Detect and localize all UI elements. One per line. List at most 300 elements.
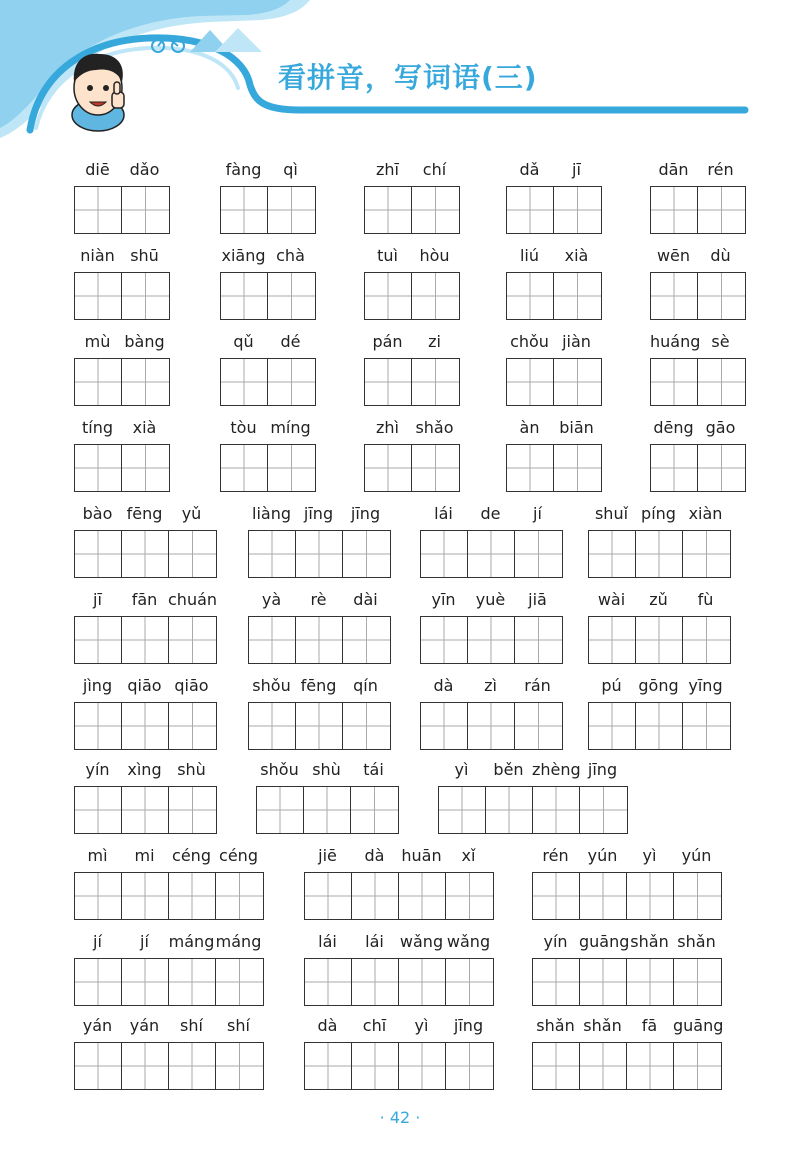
pinyin-syllable: zǔ: [649, 590, 668, 609]
pinyin-syllable: dù: [710, 246, 731, 265]
pinyin-label: [650, 332, 744, 354]
writing-cell[interactable]: [216, 1043, 263, 1089]
writing-cell[interactable]: [365, 445, 412, 491]
pinyin-syllable: wēn: [656, 246, 691, 265]
writing-grid: [74, 958, 264, 1006]
writing-grid: [74, 444, 170, 492]
pinyin-syllable: yì: [414, 1016, 429, 1035]
writing-cell[interactable]: [305, 873, 352, 919]
writing-grid: [220, 358, 316, 406]
writing-grid: [506, 358, 602, 406]
pinyin-syllable: àn: [519, 418, 540, 437]
writing-grid: [220, 186, 316, 234]
writing-cell[interactable]: [75, 1043, 122, 1089]
writing-cell[interactable]: [122, 445, 169, 491]
pinyin-syllable: yǔ: [181, 504, 202, 523]
pinyin-syllable: fàng: [225, 160, 262, 179]
writing-cell[interactable]: [468, 531, 515, 577]
pinyin-syllable: fā: [641, 1016, 658, 1035]
writing-grid: [650, 444, 746, 492]
writing-cell[interactable]: [651, 445, 698, 491]
pinyin-syllable: fān: [131, 590, 158, 609]
writing-cell[interactable]: [268, 187, 315, 233]
pinyin-label: [74, 332, 168, 354]
writing-cell[interactable]: [122, 959, 169, 1005]
writing-cell[interactable]: [651, 187, 698, 233]
writing-cell[interactable]: [507, 445, 554, 491]
writing-cell[interactable]: [343, 617, 390, 663]
pinyin-label: [248, 676, 389, 698]
pinyin-syllable: dà: [364, 846, 385, 865]
pinyin-label: [650, 160, 744, 182]
writing-cell[interactable]: [249, 617, 296, 663]
writing-grid: [650, 186, 746, 234]
writing-cell[interactable]: [439, 787, 486, 833]
writing-cell[interactable]: [674, 873, 721, 919]
pinyin-syllable: pú: [601, 676, 622, 695]
writing-cell[interactable]: [169, 1043, 216, 1089]
writing-cell[interactable]: [169, 531, 216, 577]
writing-cell[interactable]: [636, 703, 683, 749]
pinyin-syllable: shǒu: [252, 676, 291, 695]
pinyin-syllable: jiā: [528, 590, 547, 609]
pinyin-syllable: chī: [362, 1016, 387, 1035]
writing-cell[interactable]: [257, 787, 304, 833]
writing-cell[interactable]: [627, 959, 674, 1005]
pinyin-label: [364, 246, 458, 268]
writing-cell[interactable]: [268, 359, 315, 405]
pinyin-syllable: jīng: [587, 760, 618, 779]
pinyin-syllable: sè: [711, 332, 730, 351]
pinyin-syllable: shū: [130, 246, 159, 265]
pinyin-syllable: chuán: [168, 590, 218, 609]
writing-cell[interactable]: [580, 873, 627, 919]
pinyin-label: [532, 846, 720, 868]
writing-cell[interactable]: [421, 531, 468, 577]
pinyin-syllable: yán: [82, 1016, 113, 1035]
writing-grid: [248, 616, 391, 664]
writing-grid: [650, 358, 746, 406]
pinyin-syllable: dēng: [653, 418, 694, 437]
writing-cell[interactable]: [399, 959, 446, 1005]
pinyin-label: [74, 1016, 262, 1038]
writing-cell[interactable]: [343, 531, 390, 577]
writing-cell[interactable]: [399, 873, 446, 919]
pinyin-syllable: xiāng: [221, 246, 266, 265]
pinyin-syllable: jīng: [303, 504, 334, 523]
writing-cell[interactable]: [305, 959, 352, 1005]
pinyin-syllable: bào: [82, 504, 113, 523]
writing-cell[interactable]: [554, 359, 601, 405]
writing-cell[interactable]: [636, 617, 683, 663]
writing-grid: [506, 444, 602, 492]
pinyin-syllable: jí: [93, 932, 102, 951]
writing-cell[interactable]: [365, 359, 412, 405]
pinyin-syllable: jīng: [453, 1016, 484, 1035]
pinyin-label: [248, 590, 389, 612]
pinyin-syllable: liàng: [252, 504, 291, 523]
writing-cell[interactable]: [169, 617, 216, 663]
writing-cell[interactable]: [515, 617, 562, 663]
pinyin-syllable: xìng: [127, 760, 162, 779]
writing-cell[interactable]: [268, 273, 315, 319]
pinyin-syllable: tòu: [230, 418, 257, 437]
writing-cell[interactable]: [221, 445, 268, 491]
pinyin-syllable: jī: [572, 160, 581, 179]
writing-grid: [532, 872, 722, 920]
writing-cell[interactable]: [75, 273, 122, 319]
pinyin-label: [364, 332, 458, 354]
writing-grid: [588, 616, 731, 664]
pinyin-syllable: dà: [433, 676, 454, 695]
pinyin-syllable: biān: [559, 418, 594, 437]
writing-cell[interactable]: [122, 273, 169, 319]
writing-cell[interactable]: [75, 187, 122, 233]
writing-cell[interactable]: [683, 531, 730, 577]
pinyin-label: [420, 504, 561, 526]
pinyin-syllable: yún: [587, 846, 618, 865]
writing-cell[interactable]: [698, 359, 745, 405]
writing-cell[interactable]: [486, 787, 533, 833]
writing-cell[interactable]: [122, 703, 169, 749]
pinyin-syllable: gāo: [705, 418, 736, 437]
writing-cell[interactable]: [75, 873, 122, 919]
pinyin-syllable: jí: [533, 504, 542, 523]
pinyin-syllable: shuǐ: [594, 504, 629, 523]
pinyin-label: [650, 246, 744, 268]
pinyin-syllable: yīng: [688, 676, 723, 695]
writing-grid: [588, 530, 731, 578]
pinyin-syllable: máng: [168, 932, 215, 951]
writing-cell[interactable]: [515, 703, 562, 749]
writing-cell[interactable]: [580, 787, 627, 833]
pinyin-syllable: dǎ: [519, 160, 540, 179]
writing-cell[interactable]: [221, 273, 268, 319]
writing-cell[interactable]: [533, 873, 580, 919]
writing-cell[interactable]: [412, 445, 459, 491]
pinyin-syllable: shǒu: [260, 760, 299, 779]
pinyin-syllable: shù: [177, 760, 206, 779]
writing-cell[interactable]: [296, 531, 343, 577]
pinyin-label: [364, 160, 458, 182]
writing-cell[interactable]: [421, 617, 468, 663]
writing-cell[interactable]: [554, 273, 601, 319]
pinyin-syllable: lái: [318, 932, 337, 951]
pinyin-syllable: wài: [597, 590, 626, 609]
writing-grid: [506, 272, 602, 320]
writing-cell[interactable]: [674, 1043, 721, 1089]
writing-grid: [420, 616, 563, 664]
pinyin-syllable: qì: [283, 160, 298, 179]
writing-cell[interactable]: [169, 787, 216, 833]
writing-cell[interactable]: [122, 787, 169, 833]
writing-cell[interactable]: [169, 703, 216, 749]
writing-cell[interactable]: [352, 959, 399, 1005]
pinyin-syllable: fēng: [300, 676, 337, 695]
pinyin-label: [650, 418, 744, 440]
pinyin-syllable: céng: [219, 846, 258, 865]
pinyin-syllable: xià: [564, 246, 589, 265]
pinyin-syllable: yún: [681, 846, 712, 865]
pinyin-syllable: shí: [227, 1016, 250, 1035]
writing-cell[interactable]: [352, 1043, 399, 1089]
writing-cell[interactable]: [468, 617, 515, 663]
writing-cell[interactable]: [221, 187, 268, 233]
writing-cell[interactable]: [698, 187, 745, 233]
writing-cell[interactable]: [122, 1043, 169, 1089]
writing-cell[interactable]: [216, 873, 263, 919]
page-title: 看拼音，写词语(三): [278, 61, 538, 94]
writing-cell[interactable]: [352, 873, 399, 919]
writing-grid: [304, 958, 494, 1006]
writing-grid: [220, 444, 316, 492]
writing-cell[interactable]: [515, 531, 562, 577]
pinyin-syllable: mì: [87, 846, 108, 865]
writing-cell[interactable]: [580, 959, 627, 1005]
writing-cell[interactable]: [122, 617, 169, 663]
writing-cell[interactable]: [683, 703, 730, 749]
writing-cell[interactable]: [507, 187, 554, 233]
writing-cell[interactable]: [446, 873, 493, 919]
pinyin-label: [256, 760, 397, 782]
writing-cell[interactable]: [589, 531, 636, 577]
pinyin-syllable: xià: [132, 418, 157, 437]
pinyin-syllable: pán: [372, 332, 403, 351]
pinyin-syllable: yán: [129, 1016, 160, 1035]
pinyin-syllable: běn: [493, 760, 524, 779]
pinyin-label: [304, 1016, 492, 1038]
writing-cell[interactable]: [412, 273, 459, 319]
pinyin-syllable: dǎo: [129, 160, 160, 179]
writing-cell[interactable]: [122, 531, 169, 577]
writing-cell[interactable]: [446, 1043, 493, 1089]
writing-grid: [74, 786, 217, 834]
writing-cell[interactable]: [651, 273, 698, 319]
writing-cell[interactable]: [216, 959, 263, 1005]
pinyin-syllable: bàng: [124, 332, 165, 351]
writing-cell[interactable]: [589, 617, 636, 663]
pinyin-label: [248, 504, 389, 526]
writing-cell[interactable]: [249, 531, 296, 577]
writing-grid: [532, 1042, 722, 1090]
writing-cell[interactable]: [399, 1043, 446, 1089]
pinyin-label: [588, 504, 729, 526]
pinyin-label: [506, 160, 600, 182]
writing-cell[interactable]: [554, 445, 601, 491]
writing-grid: [364, 444, 460, 492]
pinyin-syllable: yà: [261, 590, 282, 609]
pinyin-label: [220, 418, 314, 440]
pinyin-syllable: qín: [353, 676, 378, 695]
pinyin-syllable: míng: [270, 418, 311, 437]
pinyin-syllable: shǎn: [583, 1016, 622, 1035]
writing-cell[interactable]: [627, 1043, 674, 1089]
writing-cell[interactable]: [169, 873, 216, 919]
writing-cell[interactable]: [75, 531, 122, 577]
pinyin-syllable: rán: [524, 676, 551, 695]
writing-cell[interactable]: [651, 359, 698, 405]
pinyin-syllable: xiàn: [688, 504, 723, 523]
pinyin-label: [588, 676, 729, 698]
pinyin-syllable: gōng: [638, 676, 679, 695]
pinyin-label: [74, 590, 218, 612]
writing-cell[interactable]: [507, 359, 554, 405]
pinyin-syllable: diē: [85, 160, 110, 179]
writing-grid: [506, 186, 602, 234]
pinyin-syllable: dà: [317, 1016, 338, 1035]
pinyin-syllable: shǎn: [630, 932, 669, 951]
writing-cell[interactable]: [122, 187, 169, 233]
pinyin-syllable: jiàn: [562, 332, 591, 351]
writing-grid: [364, 272, 460, 320]
writing-grid: [256, 786, 399, 834]
writing-grid: [74, 358, 170, 406]
pinyin-label: [74, 504, 215, 526]
writing-grid: [420, 530, 563, 578]
writing-cell[interactable]: [221, 359, 268, 405]
pinyin-syllable: rén: [707, 160, 734, 179]
writing-cell[interactable]: [580, 1043, 627, 1089]
pinyin-label: [588, 590, 729, 612]
writing-grid: [304, 872, 494, 920]
pinyin-syllable: yì: [454, 760, 469, 779]
writing-cell[interactable]: [75, 617, 122, 663]
pinyin-label: [304, 846, 492, 868]
pinyin-label: [74, 160, 168, 182]
pinyin-label: [364, 418, 458, 440]
pinyin-syllable: yín: [543, 932, 568, 951]
writing-grid: [364, 358, 460, 406]
pinyin-label: [506, 246, 600, 268]
pinyin-syllable: jí: [140, 932, 149, 951]
pinyin-syllable: huān: [401, 846, 442, 865]
pinyin-syllable: tíng: [81, 418, 113, 437]
pinyin-label: [220, 160, 314, 182]
writing-cell[interactable]: [75, 359, 122, 405]
pinyin-syllable: yuè: [475, 590, 506, 609]
pinyin-syllable: guāng: [673, 1016, 724, 1035]
pinyin-syllable: xǐ: [461, 846, 476, 865]
pinyin-label: [420, 676, 561, 698]
writing-cell[interactable]: [365, 187, 412, 233]
pinyin-syllable: shí: [180, 1016, 203, 1035]
writing-cell[interactable]: [296, 703, 343, 749]
writing-cell[interactable]: [698, 273, 745, 319]
writing-cell[interactable]: [305, 1043, 352, 1089]
pinyin-syllable: jī: [93, 590, 102, 609]
pinyin-syllable: qǔ: [233, 332, 254, 351]
writing-cell[interactable]: [249, 703, 296, 749]
writing-cell[interactable]: [268, 445, 315, 491]
pinyin-syllable: chà: [276, 246, 305, 265]
pinyin-label: [74, 760, 215, 782]
pinyin-label: [420, 590, 561, 612]
pinyin-label: [506, 418, 600, 440]
pinyin-label: [74, 246, 168, 268]
pinyin-syllable: jìng: [82, 676, 113, 695]
pinyin-syllable: qiāo: [174, 676, 209, 695]
writing-cell[interactable]: [507, 273, 554, 319]
pinyin-syllable: hòu: [419, 246, 450, 265]
writing-cell[interactable]: [589, 703, 636, 749]
writing-cell[interactable]: [75, 959, 122, 1005]
pinyin-syllable: chí: [422, 160, 447, 179]
pinyin-syllable: máng: [215, 932, 262, 951]
writing-grid: [532, 958, 722, 1006]
writing-grid: [74, 186, 170, 234]
writing-cell[interactable]: [446, 959, 493, 1005]
pinyin-syllable: yīn: [431, 590, 456, 609]
pinyin-syllable: fēng: [126, 504, 163, 523]
pinyin-syllable: zì: [484, 676, 497, 695]
writing-grid: [220, 272, 316, 320]
pinyin-syllable: rén: [542, 846, 569, 865]
pinyin-syllable: rè: [310, 590, 327, 609]
pinyin-syllable: píng: [641, 504, 676, 523]
writing-cell[interactable]: [75, 787, 122, 833]
pinyin-syllable: niàn: [80, 246, 115, 265]
pinyin-label: [74, 418, 168, 440]
writing-cell[interactable]: [122, 359, 169, 405]
pinyin-label: [438, 760, 626, 782]
pinyin-syllable: zhī: [376, 160, 399, 179]
writing-grid: [248, 530, 391, 578]
writing-cell[interactable]: [75, 445, 122, 491]
writing-cell[interactable]: [122, 873, 169, 919]
writing-cell[interactable]: [554, 187, 601, 233]
writing-grid: [420, 702, 563, 750]
writing-cell[interactable]: [351, 787, 398, 833]
pinyin-syllable: céng: [172, 846, 211, 865]
pinyin-syllable: zhèng: [532, 760, 581, 779]
pinyin-label: [74, 846, 262, 868]
writing-cell[interactable]: [304, 787, 351, 833]
writing-cell[interactable]: [296, 617, 343, 663]
writing-cell[interactable]: [343, 703, 390, 749]
writing-cell[interactable]: [468, 703, 515, 749]
writing-grid: [438, 786, 628, 834]
writing-cell[interactable]: [169, 959, 216, 1005]
pinyin-syllable: jīng: [350, 504, 381, 523]
writing-cell[interactable]: [533, 1043, 580, 1089]
writing-cell[interactable]: [698, 445, 745, 491]
writing-grid: [74, 272, 170, 320]
pinyin-syllable: dài: [353, 590, 378, 609]
pinyin-syllable: liú: [519, 246, 540, 265]
writing-cell[interactable]: [674, 959, 721, 1005]
writing-cell[interactable]: [627, 873, 674, 919]
pinyin-label: [74, 676, 215, 698]
writing-cell[interactable]: [533, 959, 580, 1005]
writing-grid: [74, 872, 264, 920]
writing-cell[interactable]: [412, 187, 459, 233]
pinyin-syllable: yì: [642, 846, 657, 865]
pinyin-syllable: yín: [85, 760, 110, 779]
pinyin-syllable: wǎng: [399, 932, 444, 951]
pinyin-syllable: fù: [697, 590, 714, 609]
pinyin-syllable: lái: [434, 504, 453, 523]
writing-grid: [74, 530, 217, 578]
writing-cell[interactable]: [365, 273, 412, 319]
writing-cell[interactable]: [421, 703, 468, 749]
pinyin-syllable: zhì: [376, 418, 399, 437]
writing-cell[interactable]: [412, 359, 459, 405]
pinyin-syllable: shǎn: [536, 1016, 575, 1035]
writing-cell[interactable]: [75, 703, 122, 749]
writing-cell[interactable]: [636, 531, 683, 577]
writing-cell[interactable]: [533, 787, 580, 833]
writing-cell[interactable]: [683, 617, 730, 663]
